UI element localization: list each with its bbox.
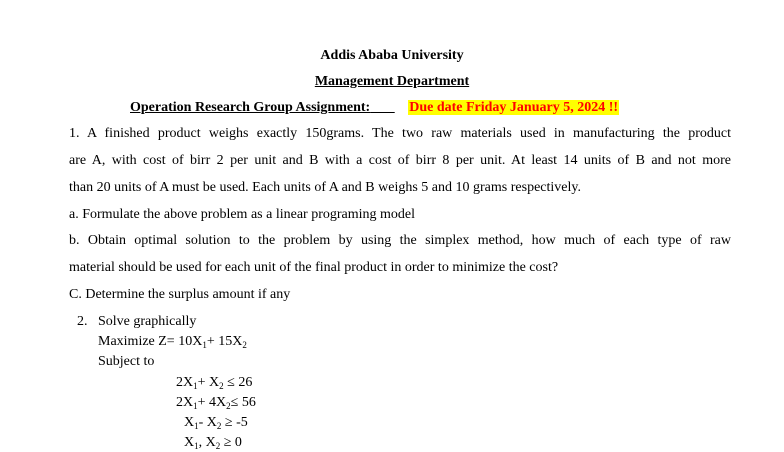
subscript: 2 xyxy=(215,441,221,451)
subscript: 1 xyxy=(193,381,198,391)
constraint-1 xyxy=(176,374,252,392)
c2-c: ≤ 56 xyxy=(230,395,256,410)
q1-part-a: a. Formulate the above problem as a linear programing model xyxy=(69,207,416,222)
q2-number: 2. xyxy=(77,314,88,329)
subscript: 2 xyxy=(216,421,222,431)
c1-a: 2X xyxy=(176,375,194,390)
subscript: 1 xyxy=(202,340,207,350)
c4-b: , X xyxy=(198,435,216,450)
subscript: 1 xyxy=(194,441,199,451)
constraint-2 xyxy=(176,394,256,412)
department-title: Management Department xyxy=(314,74,470,89)
subscript: 2 xyxy=(219,381,224,391)
c3-a: X xyxy=(184,415,195,430)
constraint-4 xyxy=(184,434,242,452)
q2-instruction: Solve graphically xyxy=(98,314,197,329)
subscript: 2 xyxy=(242,340,247,350)
q2-objective xyxy=(98,333,247,351)
due-date: Due date Friday January 5, 2024 !! xyxy=(409,100,619,115)
subscript: 1 xyxy=(193,401,198,411)
q1-part-c: C. Determine the surplus amount if any xyxy=(69,287,291,302)
c1-b: + X xyxy=(197,375,220,390)
university-title: Addis Ababa University xyxy=(320,48,464,63)
q1-line3: than 20 units of A must be used. Each units of A and B weighs 5 and 10 grams respectively. xyxy=(69,180,581,195)
c3-b: - X xyxy=(198,415,217,430)
c1-c: ≤ 26 xyxy=(223,375,253,390)
c4-c: ≥ 0 xyxy=(220,435,242,450)
c2-b: + 4X xyxy=(197,395,227,410)
q1-part-b-line1: b. Obtain optimal solution to the problem by using the simplex method, how much of each type of raw xyxy=(69,233,731,248)
assignment-heading xyxy=(130,99,619,117)
subscript: 2 xyxy=(226,401,231,411)
subscript: 1 xyxy=(194,421,199,431)
c4-a: X xyxy=(184,435,195,450)
q1-line1: 1. A finished product weighs exactly 150grams. The two raw materials used in manufacturing the product xyxy=(69,126,731,141)
assignment-label: Operation Research Group Assignment: xyxy=(130,100,371,115)
assignment-underline-gap xyxy=(370,100,395,115)
q1-line2: are A, with cost of birr 2 per unit and B with a cost of birr 8 per unit. At least 14 units of B and not more xyxy=(69,153,731,168)
c3-c: ≥ -5 xyxy=(221,415,248,430)
objective-prefix: Maximize Z= 10X xyxy=(98,334,203,349)
q2-subject-to: Subject to xyxy=(98,354,155,369)
q1-part-b-line2: material should be used for each unit of the final product in order to minimize the cost? xyxy=(69,260,559,275)
objective-mid: + 15X xyxy=(206,334,243,349)
constraint-3 xyxy=(184,414,248,432)
c2-a: 2X xyxy=(176,395,194,410)
